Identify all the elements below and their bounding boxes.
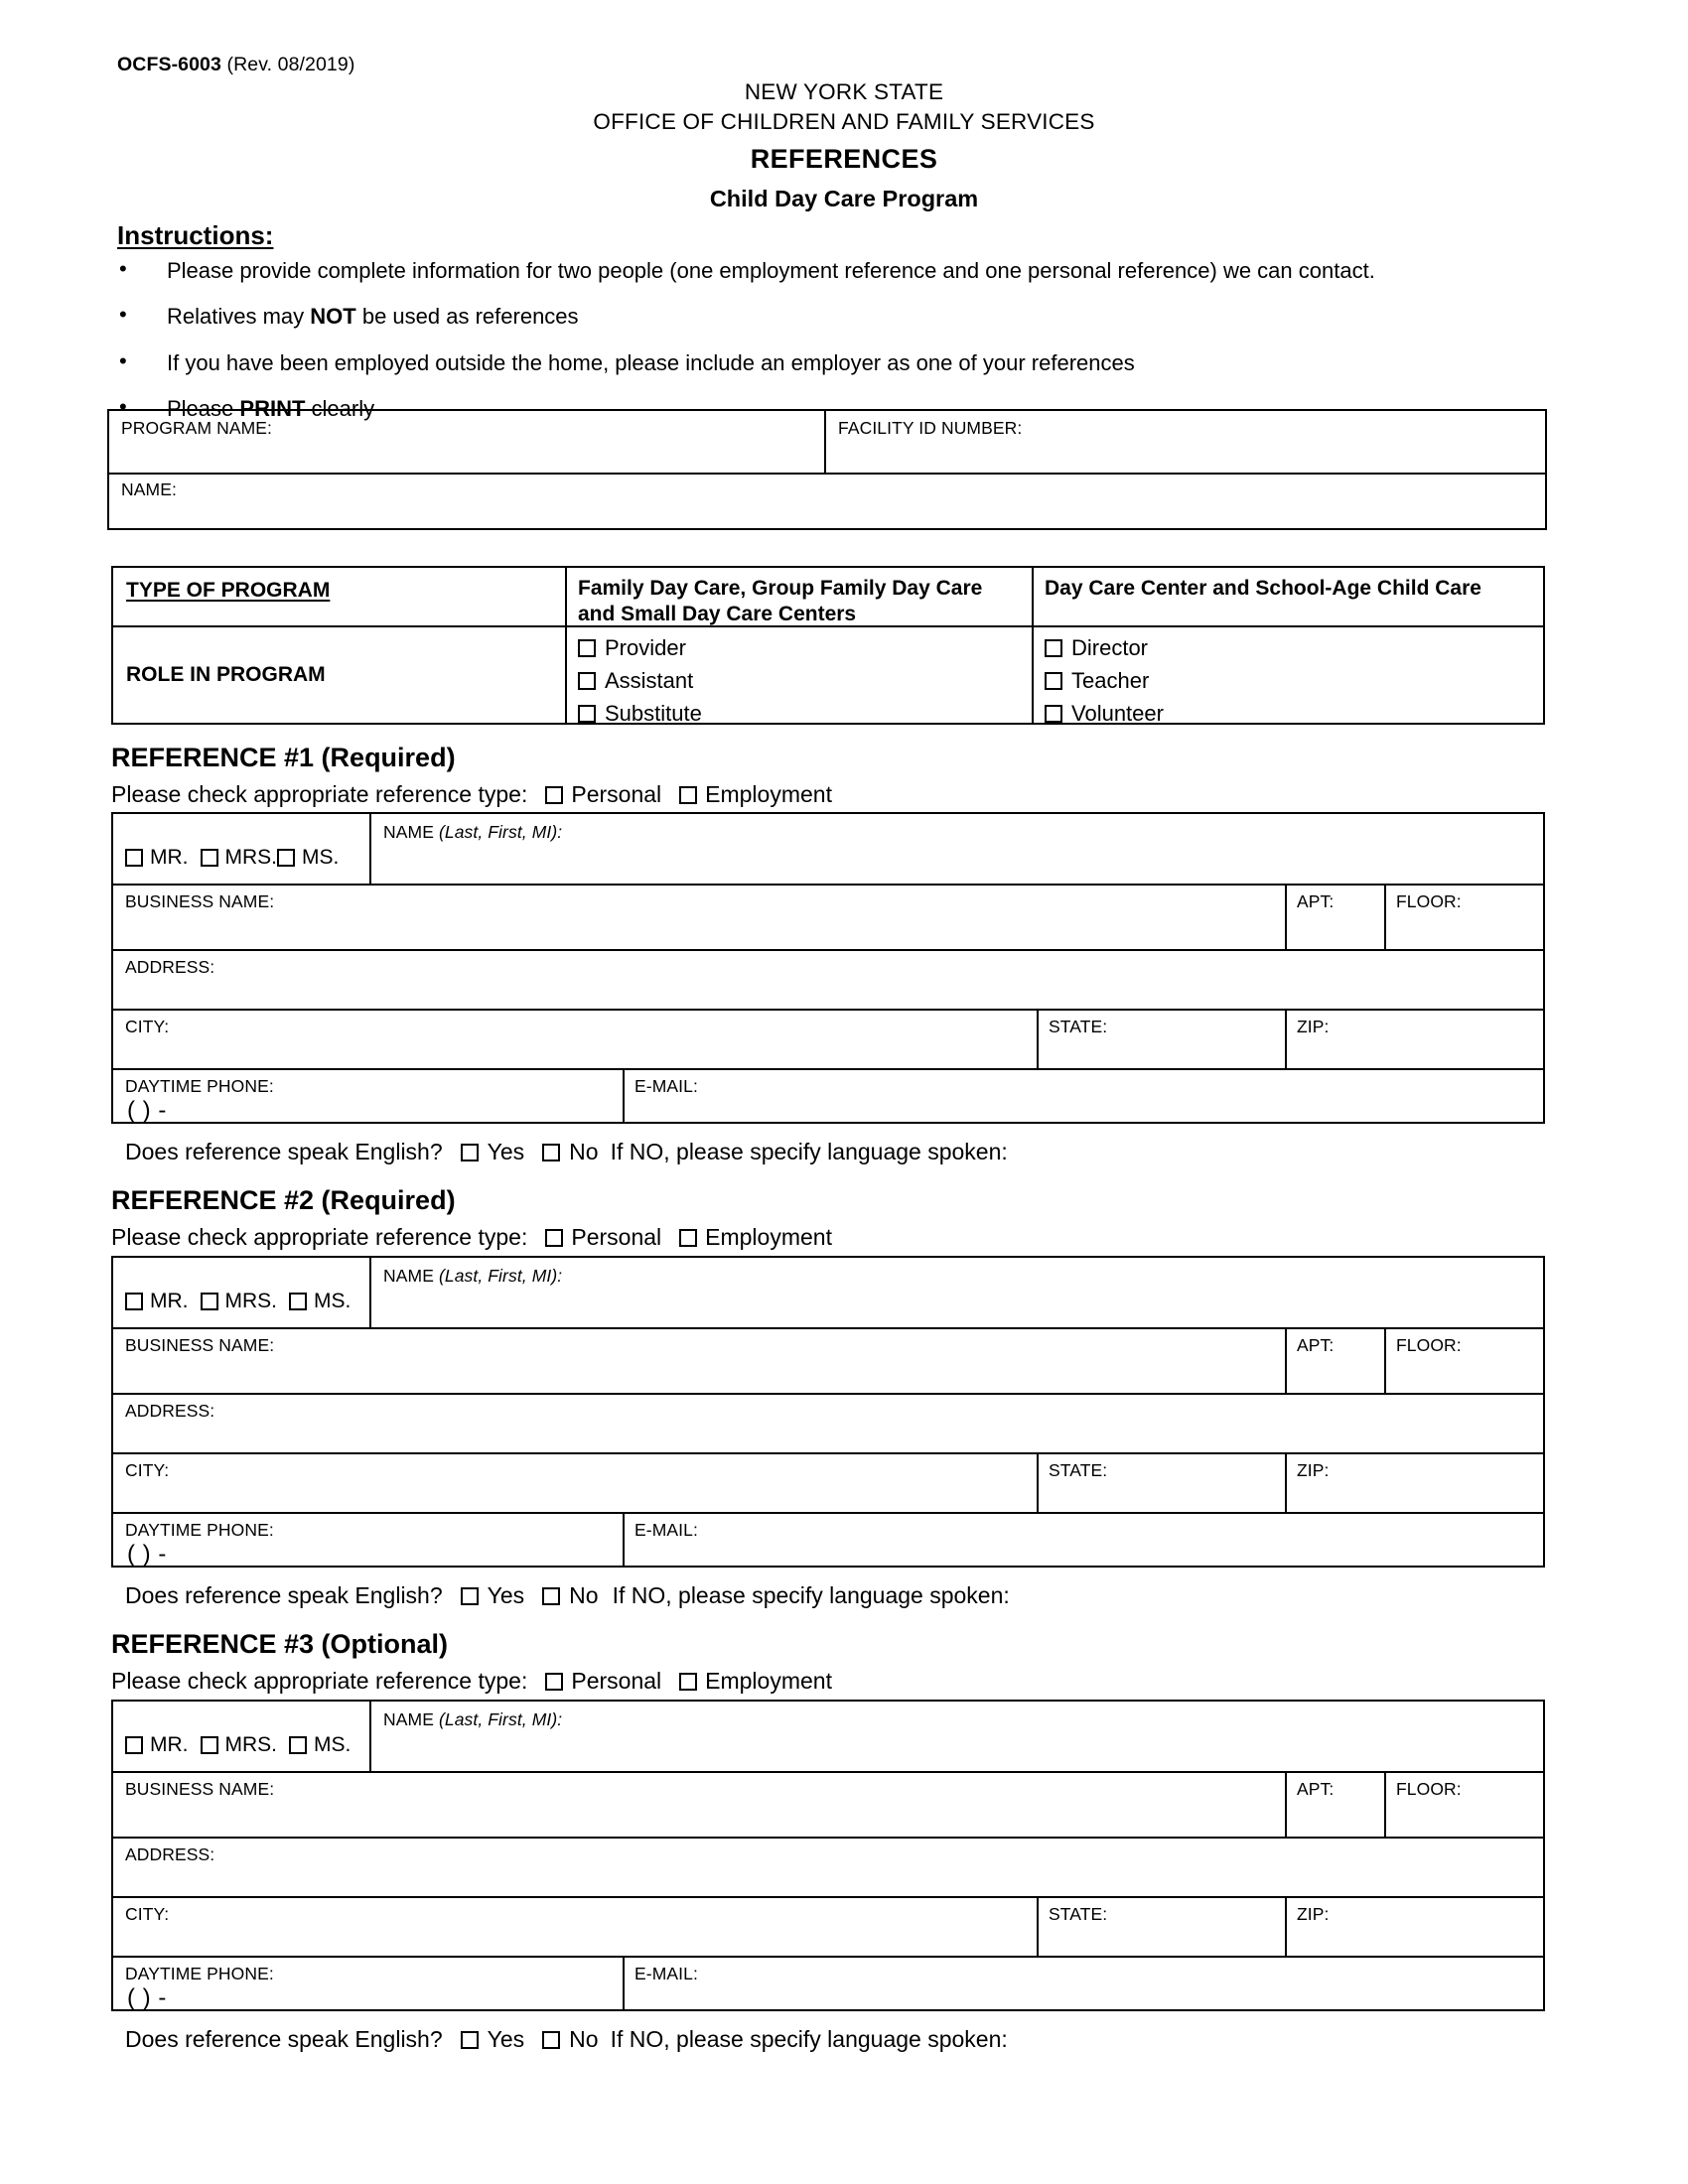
- checkbox-icon-no[interactable]: [542, 1587, 560, 1605]
- speak-english-yes-label: Yes: [487, 1139, 525, 1164]
- apt-label: APT:: [1297, 1335, 1335, 1355]
- reference-2-type-row: [111, 1224, 832, 1251]
- role-option-provider[interactable]: [578, 631, 702, 664]
- type-table-divider-2: [1032, 568, 1034, 723]
- daytime-phone-label: DAYTIME PHONE:: [125, 1076, 274, 1096]
- speak-english-no-label: No: [569, 1139, 599, 1164]
- reference-type-personal-label: Personal: [571, 781, 662, 807]
- apt-label: APT:: [1297, 1779, 1335, 1799]
- salutation-divider: [369, 1258, 371, 1327]
- daytime-phone-label: DAYTIME PHONE:: [125, 1964, 274, 1983]
- role-option-label: Provider: [605, 634, 686, 660]
- reference-2-detail-table: [111, 1256, 1545, 1568]
- floor-label: FLOOR:: [1396, 1779, 1462, 1799]
- instructions-heading: Instructions:: [117, 220, 274, 250]
- checkbox-icon-employment[interactable]: [679, 786, 697, 804]
- checkbox-icon-yes[interactable]: [461, 2031, 479, 2049]
- apt-label: APT:: [1297, 891, 1335, 911]
- apt-divider: [1285, 1771, 1287, 1837]
- checkbox-icon-no[interactable]: [542, 1144, 560, 1161]
- role-option-label: Volunteer: [1071, 700, 1164, 726]
- reference-type-employment-label: Employment: [705, 1224, 832, 1250]
- address-label: ADDRESS:: [125, 1401, 215, 1421]
- zip-divider: [1285, 1452, 1287, 1512]
- speak-english-yes-label: Yes: [487, 2026, 525, 2052]
- instruction-item: [117, 258, 1547, 284]
- checkbox-icon-personal[interactable]: [545, 1229, 563, 1247]
- state-label: STATE:: [1049, 1017, 1108, 1036]
- row-rule: [113, 1771, 1543, 1773]
- business-name-label: BUSINESS NAME:: [125, 891, 275, 911]
- instruction-text-post: clearly: [305, 396, 375, 422]
- email-label: E-MAIL:: [634, 1076, 698, 1096]
- name-label-hint: (Last, First, MI):: [438, 1709, 563, 1729]
- bullet-icon: •: [119, 347, 127, 373]
- reference-1-heading: REFERENCE #1 (Required): [111, 743, 456, 772]
- checkbox-icon-employment[interactable]: [679, 1673, 697, 1691]
- salutation-divider: [369, 1702, 371, 1771]
- salutation-ms-label: MS.: [302, 846, 340, 869]
- row-rule: [113, 1068, 1543, 1070]
- form-number: OCFS-6003: [117, 54, 221, 75]
- bullet-icon: •: [119, 302, 127, 328]
- reference-type-prompt: Please check appropriate reference type:: [111, 1224, 528, 1250]
- reference-3-type-row: [111, 1668, 832, 1695]
- speak-english-question: Does reference speak English?: [125, 1582, 443, 1608]
- speak-english-followup: If NO, please specify language spoken:: [610, 1139, 1008, 1164]
- business-name-label: BUSINESS NAME:: [125, 1779, 275, 1799]
- daytime-phone-label: DAYTIME PHONE:: [125, 1520, 274, 1540]
- checkbox-icon-employment[interactable]: [679, 1229, 697, 1247]
- reference-1-detail-table: [111, 812, 1545, 1124]
- checkbox-icon-personal[interactable]: [545, 1673, 563, 1691]
- floor-divider: [1384, 884, 1386, 949]
- family-day-care-column-header: Family Day Care, Group Family Day Care and Small Day Care Centers: [578, 577, 983, 625]
- checkbox-icon-ms[interactable]: [277, 849, 295, 867]
- zip-label: ZIP:: [1297, 1904, 1330, 1924]
- row-rule: [113, 1837, 1543, 1839]
- instruction-text-pre: Please provide complete information for two people (one employment reference and one personal reference) we can contact.: [167, 258, 1375, 283]
- salutation-mr-label: MR.: [150, 846, 189, 869]
- reference-1-speak-english-row: [125, 1139, 1008, 1165]
- row-rule: [113, 1393, 1543, 1395]
- instruction-item: [117, 304, 1547, 330]
- checkbox-icon-yes[interactable]: [461, 1144, 479, 1161]
- role-option-label: Director: [1071, 634, 1149, 660]
- business-name-label: BUSINESS NAME:: [125, 1335, 275, 1355]
- phone-template: ( ) -: [127, 1541, 167, 1568]
- checkbox-icon-ms[interactable]: [289, 1293, 307, 1310]
- reference-type-employment-label: Employment: [705, 781, 832, 807]
- state-label: STATE:: [1049, 1904, 1108, 1924]
- salutation-mr-label: MR.: [150, 1290, 189, 1312]
- checkbox-icon-mrs[interactable]: [201, 1293, 218, 1310]
- salutation-group: [125, 1290, 351, 1313]
- speak-english-no-label: No: [569, 2026, 599, 2052]
- salutation-mrs-label: MRS.: [224, 846, 277, 869]
- type-of-program-header: TYPE OF PROGRAM: [126, 579, 331, 602]
- salutation-mrs-label: MRS.: [224, 1733, 277, 1756]
- reference-type-prompt: Please check appropriate reference type:: [111, 1668, 528, 1694]
- speak-english-followup: If NO, please specify language spoken:: [612, 1582, 1010, 1608]
- checkbox-icon[interactable]: [1045, 672, 1062, 690]
- facility-id-label: FACILITY ID NUMBER:: [838, 418, 1023, 438]
- reference-name-label: [383, 1709, 562, 1730]
- instruction-item: [117, 347, 1547, 376]
- document-header: [0, 77, 1688, 214]
- instruction-text-bold: NOT: [310, 304, 356, 330]
- checkbox-icon-mrs[interactable]: [201, 1736, 218, 1754]
- floor-divider: [1384, 1327, 1386, 1393]
- salutation-group: [125, 1733, 351, 1757]
- role-option-teacher[interactable]: [1045, 664, 1164, 697]
- address-label: ADDRESS:: [125, 957, 215, 977]
- name-label-text: NAME: [383, 1709, 439, 1729]
- role-option-label: Assistant: [605, 667, 694, 693]
- role-option-volunteer[interactable]: [1045, 697, 1164, 730]
- program-box-horizontal-divider: [109, 473, 1545, 475]
- instruction-text-pre: Please: [167, 396, 240, 422]
- instruction-text-post: be used as references: [355, 304, 579, 330]
- row-rule: [113, 1009, 1543, 1011]
- reference-2-speak-english-row: [125, 1582, 1010, 1609]
- day-care-center-column-header: Day Care Center and School-Age Child Care: [1045, 577, 1481, 600]
- role-option-director[interactable]: [1045, 631, 1164, 664]
- row-rule: [113, 949, 1543, 951]
- email-label: E-MAIL:: [634, 1964, 698, 1983]
- apt-divider: [1285, 884, 1287, 949]
- reference-type-personal-label: Personal: [571, 1224, 662, 1250]
- reference-1-type-row: [111, 781, 832, 808]
- salutation-group: [125, 846, 339, 870]
- state-divider: [1037, 1452, 1039, 1512]
- bullet-icon: •: [119, 256, 127, 281]
- role-options-day-care-center: [1045, 631, 1164, 730]
- checkbox-icon-yes[interactable]: [461, 1587, 479, 1605]
- state-divider: [1037, 1896, 1039, 1956]
- phone-template: ( ) -: [127, 1984, 167, 2011]
- checkbox-icon[interactable]: [1045, 639, 1062, 657]
- city-label: CITY:: [125, 1904, 170, 1924]
- salutation-divider: [369, 814, 371, 884]
- row-rule: [113, 1956, 1543, 1958]
- checkbox-icon[interactable]: [1045, 705, 1062, 723]
- checkbox-icon-mr[interactable]: [125, 1293, 143, 1310]
- row-rule: [113, 1327, 1543, 1329]
- checkbox-icon[interactable]: [578, 672, 596, 690]
- name-label-hint: (Last, First, MI):: [438, 822, 563, 842]
- salutation-ms-label: MS.: [314, 1290, 352, 1312]
- name-label-hint: (Last, First, MI):: [438, 1266, 563, 1286]
- floor-divider: [1384, 1771, 1386, 1837]
- city-label: CITY:: [125, 1460, 170, 1480]
- reference-name-label: [383, 1266, 562, 1287]
- agency-line-office: OFFICE OF CHILDREN AND FAMILY SERVICES: [593, 108, 1095, 134]
- row-rule: [113, 884, 1543, 886]
- name-label: NAME:: [121, 479, 177, 499]
- salutation-mrs-label: MRS.: [224, 1290, 277, 1312]
- state-divider: [1037, 1009, 1039, 1068]
- reference-3-speak-english-row: [125, 2026, 1008, 2053]
- role-option-label: Teacher: [1071, 667, 1150, 693]
- role-option-substitute[interactable]: [578, 697, 702, 730]
- checkbox-icon-personal[interactable]: [545, 786, 563, 804]
- phone-template: ( ) -: [127, 1097, 167, 1124]
- reference-3-detail-table: [111, 1700, 1545, 2011]
- form-identifier: [117, 54, 354, 76]
- role-in-program-label: ROLE IN PROGRAM: [126, 663, 326, 686]
- row-rule: [113, 1452, 1543, 1454]
- page-subtitle: Child Day Care Program: [709, 185, 979, 211]
- speak-english-followup: If NO, please specify language spoken:: [610, 2026, 1008, 2052]
- reference-name-label: [383, 822, 562, 843]
- address-label: ADDRESS:: [125, 1844, 215, 1864]
- program-name-label: PROGRAM NAME:: [121, 418, 273, 438]
- speak-english-yes-label: Yes: [487, 1582, 525, 1608]
- zip-label: ZIP:: [1297, 1017, 1330, 1036]
- row-rule: [113, 1512, 1543, 1514]
- type-table-divider-1: [565, 568, 567, 723]
- instruction-text-pre: If you have been employed outside the home, please include an employer as one of your references: [167, 349, 1135, 375]
- apt-divider: [1285, 1327, 1287, 1393]
- role-option-assistant[interactable]: [578, 664, 702, 697]
- speak-english-no-label: No: [569, 1582, 599, 1608]
- checkbox-icon-mrs[interactable]: [201, 849, 218, 867]
- salutation-ms-label: MS.: [314, 1733, 352, 1756]
- reference-2-heading: REFERENCE #2 (Required): [111, 1185, 456, 1215]
- email-divider: [623, 1068, 625, 1122]
- reference-type-personal-label: Personal: [571, 1668, 662, 1694]
- checkbox-icon[interactable]: [578, 705, 596, 723]
- zip-divider: [1285, 1896, 1287, 1956]
- email-label: E-MAIL:: [634, 1520, 698, 1540]
- row-rule: [113, 1896, 1543, 1898]
- floor-label: FLOOR:: [1396, 891, 1462, 911]
- reference-type-prompt: Please check appropriate reference type:: [111, 781, 528, 807]
- reference-3-heading: REFERENCE #3 (Optional): [111, 1629, 449, 1659]
- checkbox-icon-no[interactable]: [542, 2031, 560, 2049]
- agency-line-state: NEW YORK STATE: [744, 79, 944, 104]
- program-identification-box: [107, 409, 1547, 530]
- email-divider: [623, 1956, 625, 2009]
- instruction-text-pre: Relatives may: [167, 304, 311, 330]
- checkbox-icon-mr[interactable]: [125, 1736, 143, 1754]
- checkbox-icon-mr[interactable]: [125, 849, 143, 867]
- name-label-text: NAME: [383, 822, 439, 842]
- email-divider: [623, 1512, 625, 1566]
- name-label-text: NAME: [383, 1266, 439, 1286]
- type-of-program-table: [111, 566, 1545, 725]
- form-revision: (Rev. 08/2019): [220, 54, 355, 75]
- role-option-label: Substitute: [605, 700, 702, 726]
- role-options-family-day-care: [578, 631, 702, 730]
- city-label: CITY:: [125, 1017, 170, 1036]
- speak-english-question: Does reference speak English?: [125, 1139, 443, 1164]
- instruction-text-bold: PRINT: [239, 396, 306, 422]
- floor-label: FLOOR:: [1396, 1335, 1462, 1355]
- salutation-mr-label: MR.: [150, 1733, 189, 1756]
- reference-type-employment-label: Employment: [705, 1668, 832, 1694]
- zip-label: ZIP:: [1297, 1460, 1330, 1480]
- checkbox-icon-ms[interactable]: [289, 1736, 307, 1754]
- speak-english-question: Does reference speak English?: [125, 2026, 443, 2052]
- state-label: STATE:: [1049, 1460, 1108, 1480]
- bullet-icon: •: [119, 394, 127, 420]
- zip-divider: [1285, 1009, 1287, 1068]
- program-box-vertical-divider: [824, 411, 826, 473]
- page-title: REFERENCES: [750, 143, 938, 174]
- checkbox-icon[interactable]: [578, 639, 596, 657]
